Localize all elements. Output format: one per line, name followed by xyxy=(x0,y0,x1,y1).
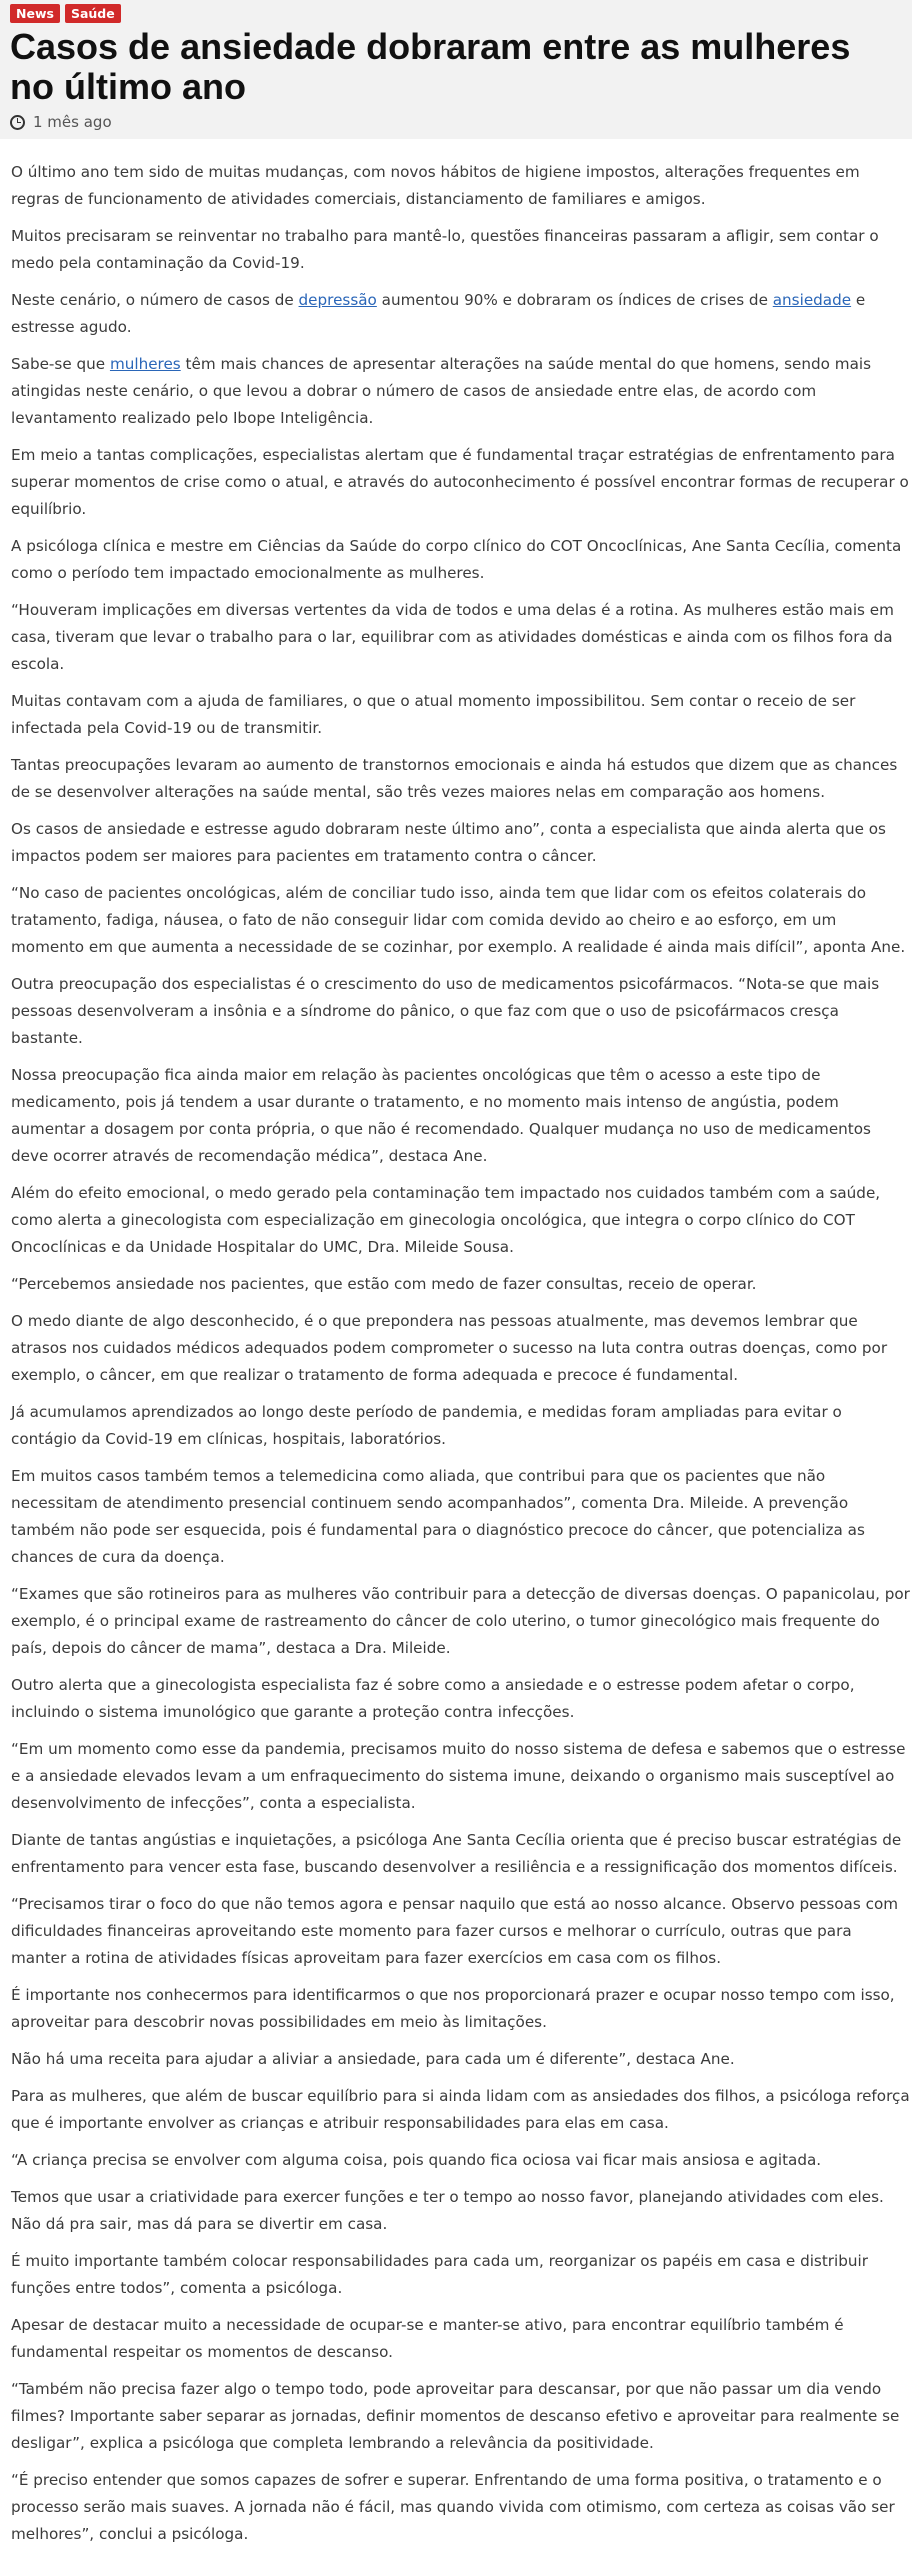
paragraph: Nossa preocupação fica ainda maior em relação às pacientes oncológicas que têm o acesso a este tipo de medicamento, pois já tendem a usar durante o tratamento, e no momento mais intenso de angústia, podem aumentar a dosagem por conta própria, o que não é recomendado. Qualquer mudança no uso de medicamentos deve ocorrer através de recomendação médica”, destaca Ane. xyxy=(11,1066,871,1165)
paragraph: Em meio a tantas complicações, especialistas alertam que é fundamental traçar estratégias de enfrentamento para superar momentos de crise como o atual, e através do autoconhecimento é possível encontrar formas de recuperar o equilíbrio. xyxy=(11,446,909,518)
paragraph: Já acumulamos aprendizados ao longo deste período de pandemia, e medidas foram ampliadas para evitar o contágio da Covid-19 em clínicas, hospitais, laboratórios. xyxy=(11,1403,842,1448)
tag-news[interactable]: News xyxy=(10,4,60,23)
paragraph: “Também não precisa fazer algo o tempo todo, pode aproveitar para descansar, por que não passar um dia vendo filmes? Importante saber separar as jornadas, definir momentos de descanso efetivo e aproveitar para realmente se desligar”, explica a psicóloga que completa lembrando a relevância da positividade. xyxy=(11,2380,900,2452)
paragraph: Tantas preocupações levaram ao aumento de transtornos emocionais e ainda há estudos que dizem que as chances de se desenvolver alterações na saúde mental, são três vezes maiores nelas em comparação aos homens. xyxy=(11,756,898,801)
paragraph-text: têm mais chances de apresentar alterações na saúde mental do que homens, sendo mais atingidas neste cenário, o que levou a dobrar o número de casos de ansiedade entre elas, de acordo com levantamento realizado pelo Ibope Inteligência. xyxy=(11,355,872,427)
paragraph: A psicóloga clínica e mestre em Ciências da Saúde do corpo clínico do COT Oncoclínicas, Ane Santa Cecília, comenta como o período tem impactado emocionalmente as mulheres. xyxy=(11,537,902,582)
paragraph: Apesar de destacar muito a necessidade de ocupar-se e manter-se ativo, para encontrar equilíbrio também é fundamental respeitar os momentos de descanso. xyxy=(11,2316,844,2361)
paragraph: Outra preocupação dos especialistas é o crescimento do uso de medicamentos psicofármacos. “Nota-se que mais pessoas desenvolveram a insônia e a síndrome do pânico, o que faz com que o uso de psicofármacos cresça bastante. xyxy=(11,975,880,1047)
paragraph: “Percebemos ansiedade nos pacientes, que estão com medo de fazer consultas, receio de operar. xyxy=(11,1275,757,1293)
paragraph: Muitos precisaram se reinventar no trabalho para mantê-lo, questões financeiras passaram a afligir, sem contar o medo pela contaminação da Covid-19. xyxy=(11,227,879,272)
paragraph: Muitas contavam com a ajuda de familiares, o que o atual momento impossibilitou. Sem contar o receio de ser infectada pela Covid-19 ou de transmitir. xyxy=(11,692,856,737)
paragraph: “Exames que são rotineiros para as mulheres vão contribuir para a detecção de diversas doenças. O papanicolau, por exemplo, é o principal exame de rastreamento do câncer de colo uterino, o tumor ginecológico mais frequente do país, depois do câncer de mama”, destaca a Dra. Mileide. xyxy=(11,1585,910,1657)
article-body xyxy=(0,139,922,2548)
paragraph: “É preciso entender que somos capazes de sofrer e superar. Enfrentando de uma forma positiva, o tratamento e o processo serão mais suaves. A jornada não é fácil, mas quando vivida com otimismo, com certeza as coisas vão ser melhores”, conclui a psicóloga. xyxy=(11,2471,895,2543)
paragraph: “Em um momento como esse da pandemia, precisamos muito do nosso sistema de defesa e sabemos que o estresse e a ansiedade elevados levam a um enfraquecimento do sistema imune, deixando o organismo mais susceptível ao desenvolvimento de infecções”, conta a especialista. xyxy=(11,1740,906,1812)
paragraph xyxy=(11,287,910,341)
article-title: Casos de ansiedade dobraram entre as mulheres no último ano xyxy=(10,26,851,107)
article-meta xyxy=(10,113,902,131)
paragraph: Outro alerta que a ginecologista especialista faz é sobre como a ansiedade e o estresse podem afetar o corpo, incluindo o sistema imunológico que garante a proteção contra infecções. xyxy=(11,1676,855,1721)
tag-saude[interactable]: Saúde xyxy=(65,4,121,23)
clock-icon xyxy=(10,115,25,130)
paragraph: Os casos de ansiedade e estresse agudo dobraram neste último ano”, conta a especialista que ainda alerta que os impactos podem ser maiores para pacientes em tratamento contra o câncer. xyxy=(11,820,886,865)
paragraph: É importante nos conhecermos para identificarmos o que nos proporcionará prazer e ocupar nosso tempo com isso, aproveitar para descobrir novas possibilidades em meio às limitações. xyxy=(11,1986,895,2031)
paragraph-text: e estresse agudo. xyxy=(11,291,866,336)
paragraph xyxy=(11,351,910,432)
paragraph-text: Neste cenário, o número de casos de xyxy=(11,291,299,309)
paragraph: “Precisamos tirar o foco do que não temos agora e pensar naquilo que está ao nosso alcance. Observo pessoas com dificuldades financeiras aproveitando este momento para fazer cursos e melhorar o currículo, outras que para manter a rotina de atividades físicas aproveitam para fazer exercícios em casa com os filhos. xyxy=(11,1895,899,1967)
paragraph: Diante de tantas angústias e inquietações, a psicóloga Ane Santa Cecília orienta que é preciso buscar estratégias de enfrentamento para vencer esta fase, buscando desenvolver a resiliência e a ressignificação dos momentos difíceis. xyxy=(11,1831,902,1876)
paragraph: “Houveram implicações em diversas vertentes da vida de todos e uma delas é a rotina. As mulheres estão mais em casa, tiveram que levar o trabalho para o lar, equilibrar com as atividades domésticas e ainda com os filhos fora da escola. xyxy=(11,601,894,673)
paragraph: Para as mulheres, que além de buscar equilíbrio para si ainda lidam com as ansiedades dos filhos, a psicóloga reforça que é importante envolver as crianças e atribuir responsabilidades para elas em casa. xyxy=(11,2087,910,2132)
link-ansiedade[interactable]: ansiedade xyxy=(772,291,852,309)
paragraph: Temos que usar a criatividade para exercer funções e ter o tempo ao nosso favor, planejando atividades com eles. Não dá pra sair, mas dá para se divertir em casa. xyxy=(11,2188,884,2233)
paragraph: O medo diante de algo desconhecido, é o que prepondera nas pessoas atualmente, mas devemos lembrar que atrasos nos cuidados médicos adequados podem comprometer o sucesso na luta contra outras doenças, como por exemplo, o câncer, em que realizar o tratamento de forma adequada e precoce é fundamental. xyxy=(11,1312,888,1384)
paragraph: O último ano tem sido de muitas mudanças, com novos hábitos de higiene impostos, alterações frequentes em regras de funcionamento de atividades comerciais, distanciamento de familiares e amigos. xyxy=(11,163,860,208)
link-mulheres[interactable]: mulheres xyxy=(109,355,181,373)
paragraph: Não há uma receita para ajudar a aliviar a ansiedade, para cada um é diferente”, destaca Ane. xyxy=(11,2050,735,2068)
link-depressao[interactable]: depressão xyxy=(298,291,377,309)
paragraph: É muito importante também colocar responsabilidades para cada um, reorganizar os papéis em casa e distribuir funções entre todos”, comenta a psicóloga. xyxy=(11,2252,868,2297)
paragraph-text: aumentou 90% e dobraram os índices de crises de xyxy=(376,291,773,309)
article-header xyxy=(0,0,912,139)
paragraph-text: Sabe-se que xyxy=(11,355,110,373)
category-tags xyxy=(10,4,902,23)
paragraph: “No caso de pacientes oncológicas, além de conciliar tudo isso, ainda tem que lidar com os efeitos colaterais do tratamento, fadiga, náusea, o fato de não conseguir lidar com comida devido ao cheiro e ao esforço, em um momento em que aumenta a necessidade de se cozinhar, por exemplo. A realidade é ainda mais difícil”, aponta Ane. xyxy=(11,884,906,956)
paragraph: Além do efeito emocional, o medo gerado pela contaminação tem impactado nos cuidados também com a saúde, como alerta a ginecologista com especialização em ginecologia oncológica, que integra o corpo clínico do COT Oncoclínicas e da Unidade Hospitalar do UMC, Dra. Mileide Sousa. xyxy=(11,1184,881,1256)
publish-time: 1 mês ago xyxy=(33,113,112,131)
paragraph: Em muitos casos também temos a telemedicina como aliada, que contribui para que os pacientes que não necessitam de atendimento presencial continuem sendo acompanhados”, comenta Dra. Mileide. A prevenção também não pode ser esquecida, pois é fundamental para o diagnóstico precoce do câncer, que potencializa as chances de cura da doença. xyxy=(11,1467,865,1566)
paragraph: “A criança precisa se envolver com alguma coisa, pois quando fica ociosa vai ficar mais ansiosa e agitada. xyxy=(11,2151,822,2169)
